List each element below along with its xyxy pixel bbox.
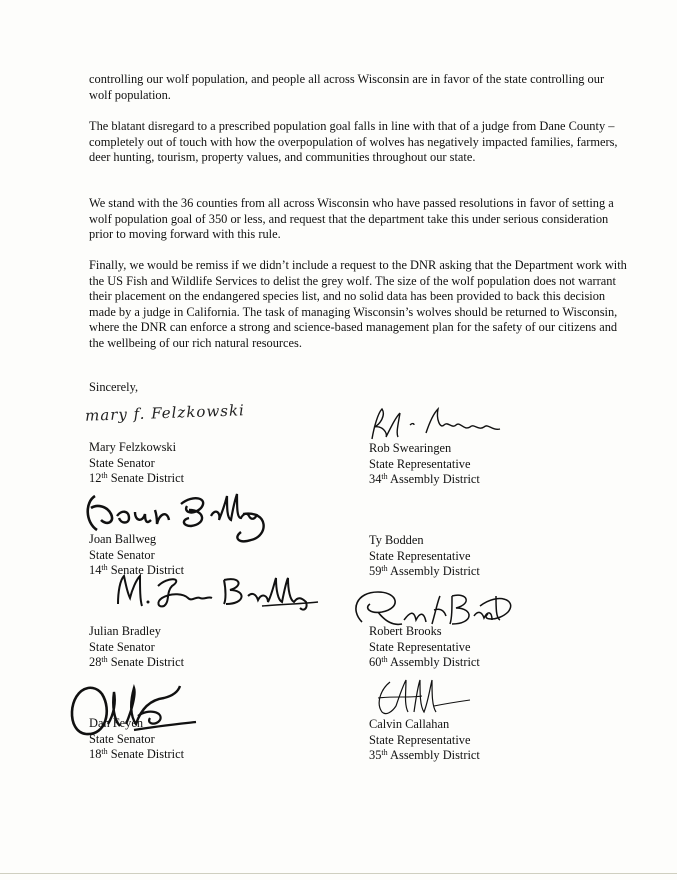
- signer-district: 34th Assembly District: [369, 472, 480, 486]
- signer-district: 12th Senate District: [89, 471, 185, 485]
- signer-bodden: [369, 533, 480, 580]
- signer-name: Ty Bodden: [369, 533, 424, 547]
- signer-ballweg: [89, 532, 184, 579]
- closing: Sincerely,: [89, 380, 139, 394]
- signer-title: State Representative: [369, 732, 471, 747]
- page-edge-divider: [0, 873, 677, 874]
- signer-name: Dan Feyen: [89, 716, 144, 730]
- signer-title: State Senator: [89, 731, 155, 746]
- signer-name: Rob Swearingen: [369, 441, 452, 455]
- signature-callahan: [374, 672, 474, 720]
- signer-bradley: [89, 624, 184, 671]
- signer-name: Calvin Callahan: [369, 717, 450, 731]
- paragraph-1: controlling our wolf population, and people all across Wisconsin are in favor of the state controlling our wolf population.: [89, 72, 605, 102]
- signer-feyen: [89, 716, 184, 763]
- signer-district: 35th Assembly District: [369, 748, 480, 762]
- signer-swearingen: [369, 441, 480, 488]
- paragraph-3: We stand with the 36 counties from all across Wisconsin who have passed resolutions in favor of setting a wolf population goal of 350 or less, and request that the department take this under serious consideration prior to moving forward with this rule.: [89, 196, 614, 241]
- signer-name: Joan Ballweg: [89, 532, 157, 546]
- signer-district: 14th Senate District: [89, 563, 185, 577]
- signer-name: Robert Brooks: [369, 624, 442, 638]
- signer-title: State Senator: [89, 639, 155, 654]
- signer-district: 59th Assembly District: [369, 564, 480, 578]
- paragraph-4: Finally, we would be remiss if we didn’t include a request to the DNR asking that the Department work with the US Fish and Wildlife Services to delist the grey wolf. The size of the wolf population does not warrant their placement on the endangered species list, and no solid data has been provided to back this decision made by a judge in California. The task of managing Wisconsin’s wolves should be returned to Wisconsin, where the DNR can enforce a strong and science-based management plan for the safety of our citizens and the wellbeing of our rich natural resources.: [89, 258, 627, 350]
- signer-district: 28th Senate District: [89, 655, 185, 669]
- signer-title: State Representative: [369, 548, 471, 563]
- signer-district: 18th Senate District: [89, 747, 185, 761]
- signer-name: Julian Bradley: [89, 624, 161, 638]
- signer-district: 60th Assembly District: [369, 655, 480, 669]
- signature-swearingen: [366, 403, 506, 445]
- signer-name: Mary Felzkowski: [89, 440, 177, 454]
- signer-title: State Senator: [89, 455, 155, 470]
- signer-felzkowski: [89, 440, 184, 487]
- signer-brooks: [369, 624, 480, 671]
- signer-title: State Senator: [89, 547, 155, 562]
- signature-felzkowski: mary f. Felzkowski: [84, 401, 246, 425]
- signer-title: State Representative: [369, 639, 471, 654]
- paragraph-2: The blatant disregard to a prescribed population goal falls in line with that of a judge from Dane County – completely out of touch with how the overpopulation of wolves has negatively impacted families, farmers, deer hunting, tourism, property values, and communities throughout our state.: [89, 119, 618, 164]
- signer-callahan: [369, 717, 480, 764]
- signer-title: State Representative: [369, 456, 471, 471]
